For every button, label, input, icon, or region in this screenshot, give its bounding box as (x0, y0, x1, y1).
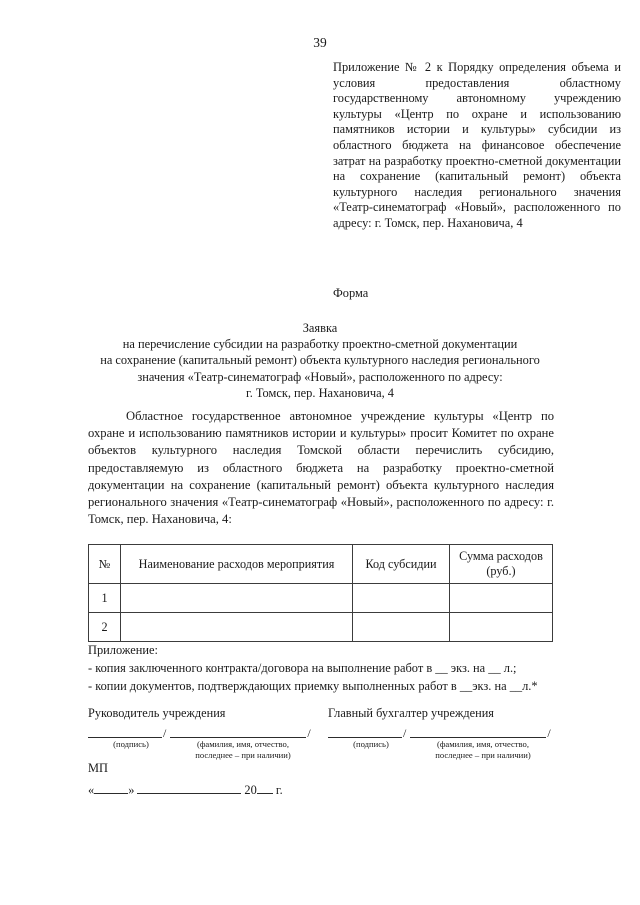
table-row (89, 613, 553, 642)
caption-signature: (подпись) (353, 739, 389, 749)
date-quote-open: « (88, 783, 95, 797)
column-header-expense-sum: Сумма расходов (руб.) (450, 545, 553, 584)
date-day-blank[interactable] (94, 782, 128, 794)
signature-slash: / (307, 726, 311, 740)
title-line-4: г. Томск, пер. Нахановича, 4 (246, 385, 394, 400)
signature-rule-row (88, 726, 323, 738)
signature-slash: / (163, 726, 167, 740)
date-year-blank[interactable] (257, 782, 273, 794)
document-title-block (85, 320, 555, 401)
form-label: Форма (333, 286, 369, 300)
date-year-prefix: 20 (244, 783, 257, 797)
signature-role-accountant: Главный бухгалтер учреждения (328, 706, 494, 720)
title-line-3: значения «Театр-синематограф «Новый», расположенного по адресу: (137, 369, 503, 384)
signature-captions-accountant (328, 739, 563, 763)
signature-captions-director (88, 739, 323, 763)
caption-fullname (168, 739, 318, 760)
caption-fullname-line-2: последнее – при наличии) (195, 749, 291, 760)
cell-row-number: 1 (89, 584, 121, 613)
cell-expense-name[interactable] (121, 613, 353, 642)
date-line (88, 782, 283, 798)
table-row (89, 584, 553, 613)
caption-fullname (408, 739, 558, 760)
caption-signature: (подпись) (113, 739, 149, 749)
cell-expense-name[interactable] (121, 584, 353, 613)
date-year-suffix: г. (275, 783, 283, 797)
column-header-expense-name: Наименование расходов мероприятия (121, 545, 353, 584)
date-quote-close: » (128, 783, 135, 797)
stamp-place-label: МП (88, 761, 108, 775)
column-header-subsidy-code: Код субсидии (353, 545, 450, 584)
cell-expense-sum[interactable] (450, 584, 553, 613)
appendix-header-block: Приложение № 2 к Порядку определения объема и условия предоставления областному государственному автономному учреждению культуры «Центр по охране и использованию памятников истории и культуры» субсидии из областного бюджета на финансовое обеспечение затрат на разработку проектно-сметной документации на сохранение (капитальный ремонт) объекта культурного наследия регионального значения «Театр-синематограф «Новый», расположенного по адресу: г. Томск, пер. Нахановича, 4 (333, 60, 621, 230)
column-header-number: № (89, 545, 121, 584)
caption-fullname-line-1: (фамилия, имя, отчество, (436, 739, 529, 749)
signature-line-accountant[interactable] (328, 726, 402, 738)
title-line-1: на перечисление субсидии на разработку проектно-сметной документации (122, 337, 518, 352)
attachment-item-1: - копия заключенного контракта/договора на выполнение работ в __ экз. на __ л.; (88, 661, 517, 675)
caption-fullname-line-1: (фамилия, имя, отчество, (196, 739, 289, 749)
signature-rule-row (328, 726, 563, 738)
cell-subsidy-code[interactable] (353, 613, 450, 642)
signature-line-director[interactable] (88, 726, 162, 738)
attachments-section (88, 641, 568, 695)
date-month-blank[interactable] (137, 782, 241, 794)
cell-row-number: 2 (89, 613, 121, 642)
fullname-line-director[interactable] (170, 726, 306, 738)
fullname-line-accountant[interactable] (410, 726, 546, 738)
table-header-row (89, 545, 553, 584)
cell-expense-sum[interactable] (450, 613, 553, 642)
expenses-table (88, 544, 553, 642)
title-heading: Заявка (302, 321, 338, 335)
title-line-2: на сохранение (капитальный ремонт) объекта культурного наследия регионального (100, 353, 540, 368)
signature-role-director: Руководитель учреждения (88, 706, 226, 720)
request-body-paragraph: Областное государственное автономное учреждение культуры «Центр по охране и использованию памятников истории и культуры» просит Комитет по охране объектов культурного наследия Томской области перечислить субсидию, предоставляемую из областного бюджета на разработку проектно-сметной документации на сохранение (капитальный ремонт) объекта культурного наследия регионального значения «Театр-синематограф «Новый», расположенного по адресу: г. Томск, пер. Нахановича, 4: (88, 409, 554, 527)
signature-slash: / (403, 726, 407, 740)
cell-subsidy-code[interactable] (353, 584, 450, 613)
signature-slash: / (547, 726, 551, 740)
attachment-item-2: - копии документов, подтверждающих приемку выполненных работ в __экз. на __л.* (88, 679, 538, 693)
signature-block-director (88, 706, 323, 763)
page-number: 39 (313, 35, 327, 50)
signature-block-accountant (328, 706, 563, 763)
attachments-label: Приложение: (88, 643, 158, 657)
caption-fullname-line-2: последнее – при наличии) (435, 749, 531, 760)
